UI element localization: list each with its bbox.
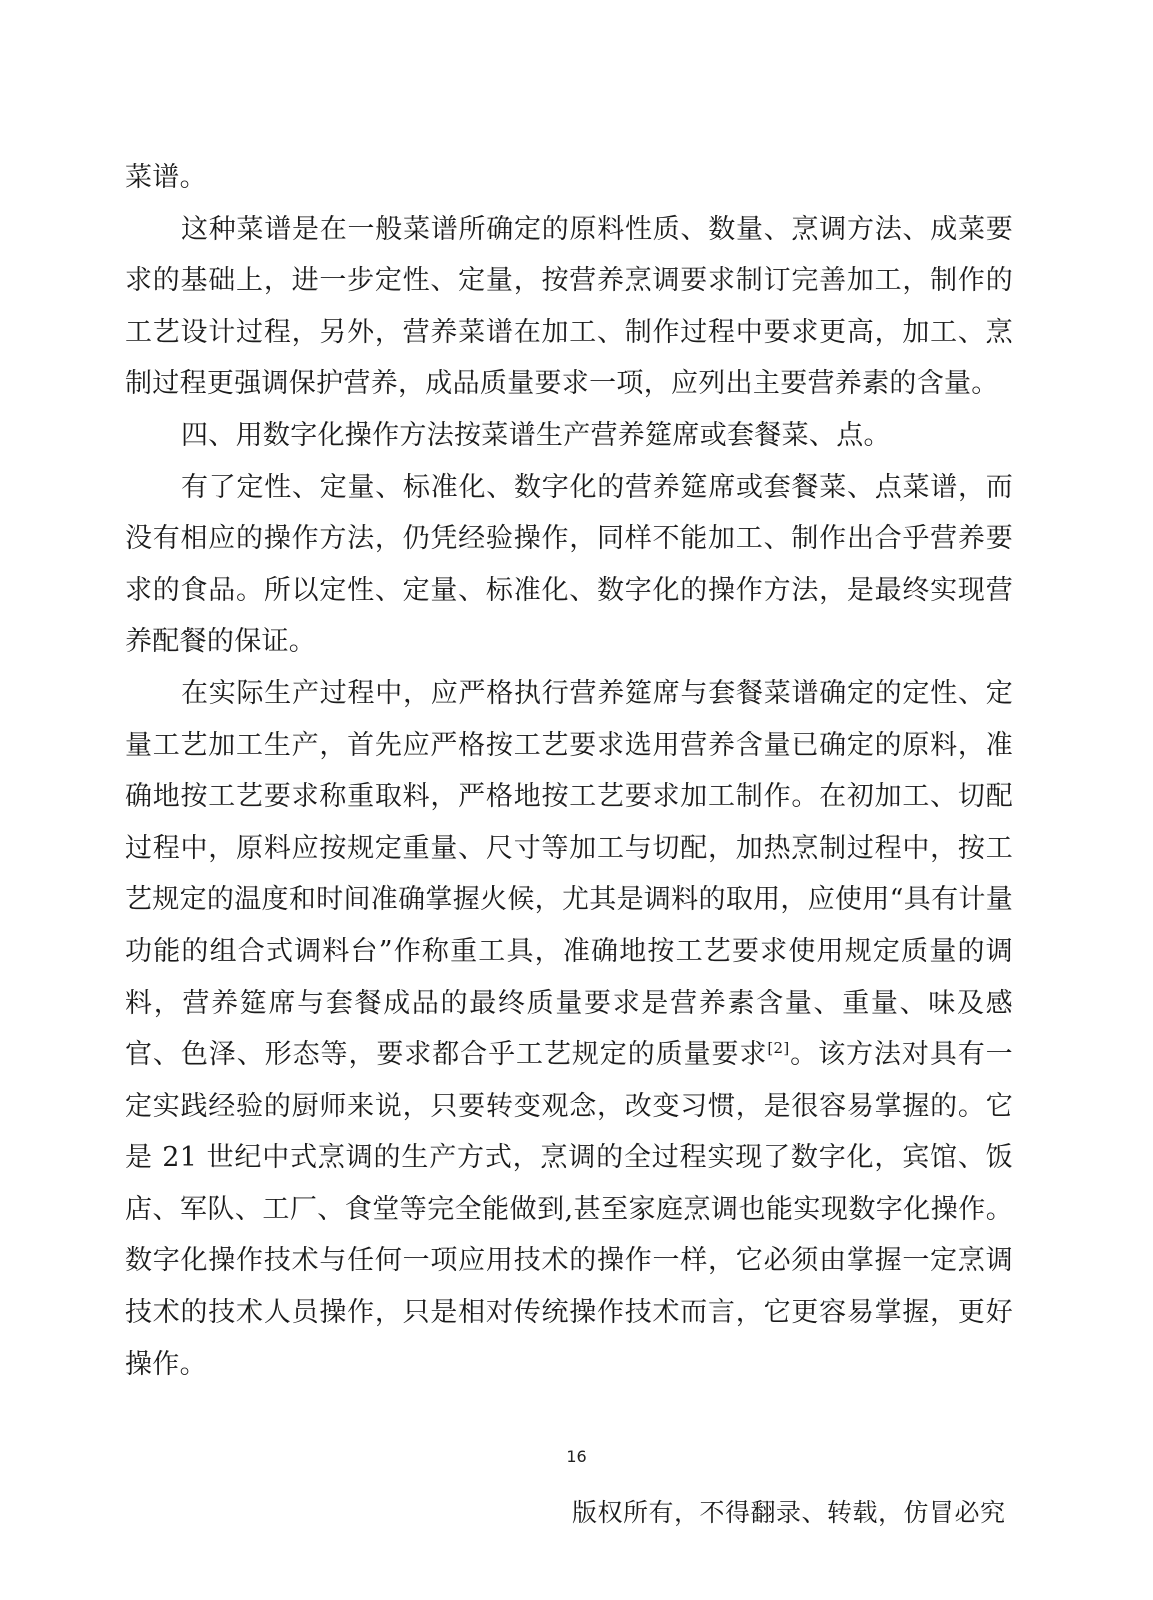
paragraph-1: 菜谱。 [125, 162, 207, 193]
copyright-notice: 版权所有，不得翻录、转载，仿冒必究 [572, 1498, 1006, 1527]
citation-reference: [2] [767, 1039, 790, 1058]
paragraph-5-text-before-ref: 在实际生产过程中，应严格执行营养筵席与套餐菜谱确定的定性、定量工艺加工生产，首先应严格按工艺要求选用营养含量已确定的原料，准确地按工艺要求称重取料，严格地按工艺要求加工制作。在初加工、切配过程中，原料应按规定重量、尺寸等加工与切配，加热烹制过程中，按工艺规定的温度和时间准确掌握火候，尤其是调料的取用，应使用“具有计量功能的组合式调料台”作称重工具，准确地按工艺要求使用规定质量的调料，营养筵席与套餐成品的最终质量要求是营养素含量、重量、味及感官、色泽、形态等，要求都合乎工艺规定的质量要求 [125, 677, 1013, 1071]
paragraph-5-text-after-ref: 。该方法对具有一定实践经验的厨师来说，只要转变观念，改变习惯，是很容易掌握的。它是 21 世纪中式烹调的生产方式，烹调的全过程实现了数字化，宾馆、饭店、军队、工厂、食堂等完全能做到,甚至家庭烹调也能实现数字化操作。数字化操作技术与任何一项应用技术的操作一样，它必须由掌握一定烹调技术的技术人员操作，只是相对传统操作技术而言，它更容易掌握，更好操作。 [125, 1039, 1013, 1380]
paragraph-3-heading: 四、用数字化操作方法按菜谱生产营养筵席或套餐菜、点。 [181, 419, 891, 451]
page-number: 16 [566, 1447, 587, 1466]
paragraph-4: 有了定性、定量、标准化、数字化的营养筵席或套餐菜、点菜谱，而没有相应的操作方法，仍凭经验操作，同样不能加工、制作出合乎营养要求的食品。所以定性、定量、标准化、数字化的操作方法，是最终实现营养配餐的保证。 [125, 471, 1013, 658]
paragraph-2: 这种菜谱是在一般菜谱所确定的原料性质、数量、烹调方法、成菜要求的基础上，进一步定性、定量，按营养烹调要求制订完善加工，制作的工艺设计过程，另外，营养菜谱在加工、制作过程中要求更高，加工、烹制过程更强调保护营养，成品质量要求一项，应列出主要营养素的含量。 [125, 213, 1013, 400]
body-text [125, 152, 1013, 1390]
paragraph-5 [125, 668, 1013, 1390]
